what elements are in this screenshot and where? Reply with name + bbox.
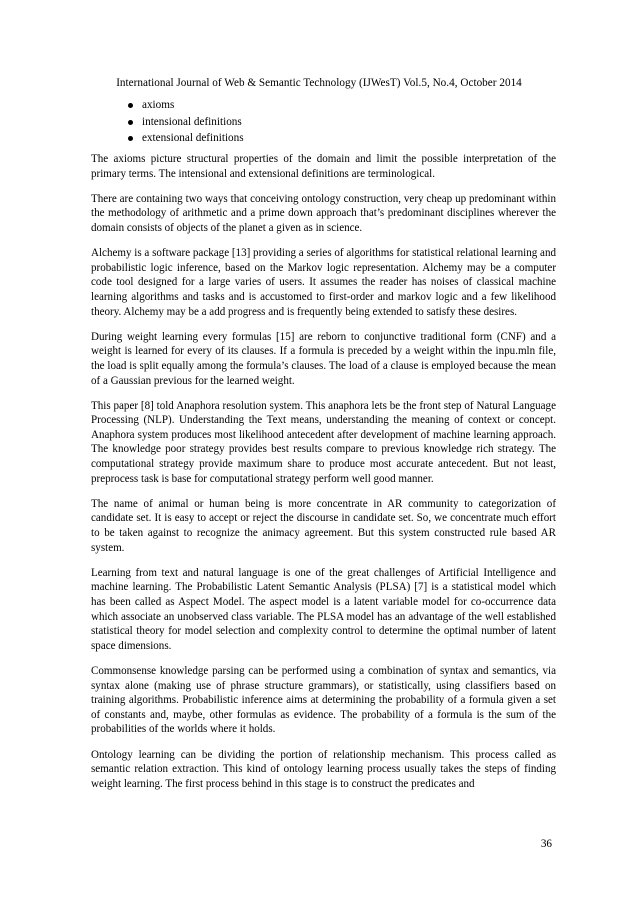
paragraph-animacy: The name of animal or human being is more concentrate in AR community to categorization of candidate set. It is easy to accept or reject the discourse in candidate set. So, we concentrate much effort to be taken against to recognize the animacy agreement. But this system constructed rule based AR system.	[91, 497, 556, 554]
bullet-item-axioms: axioms	[127, 97, 244, 114]
paragraph-commonsense: Commonsense knowledge parsing can be performed using a combination of syntax and semantics, via syntax alone (making use of phrase structure grammars), or statistically, using classifiers based on training algorithms. Probabilistic inference aims at determining the probability of a formula given a set of constants and, maybe, other formulas as evidence. The probability of a formula is the sum of the probabilities of the worlds where it holds.	[91, 664, 556, 736]
paragraph-ontology-learning: Ontology learning can be dividing the portion of relationship mechanism. This process called as semantic relation extraction. This kind of ontology learning process usually takes the steps of finding weight learning. The first process behind in this stage is to construct the predicates and	[91, 748, 556, 790]
definition-bullet-list	[127, 97, 244, 147]
paragraph-ontology-construction: There are containing two ways that conceiving ontology construction, very cheap up predominant within the methodology of arithmetic and a prime down approach that’s predominant disciplines wherever the domain consists of objects of the planet a given as in science.	[91, 192, 556, 234]
paragraph-plsa: Learning from text and natural language is one of the great challenges of Artificial Intelligence and machine learning. The Probabilistic Latent Semantic Analysis (PLSA) [7] is a statistical model which has been called as Aspect Model. The aspect model is a latent variable model for co-occurrence data which associate an unobserved class variable. The PLSA model has an advantage of the well established statistical theory for model selection and complexity control to determine the optimal number of latent space dimensions.	[91, 566, 556, 652]
bullet-item-extensional-definitions: extensional definitions	[127, 130, 244, 147]
body-text	[91, 152, 556, 802]
paragraph-alchemy: Alchemy is a software package [13] providing a series of algorithms for statistical relational learning and probabilistic logic inference, based on the Markov logic representation. Alchemy may be a computer code tool designed for a large varies of users. It assumes the reader has noises of classical machine learning algorithms and tasks and is accustomed to first-order and markov logic and a few likelihood theory. Alchemy may be a add progress and is frequently being extended to satisfy these desires.	[91, 247, 556, 318]
paragraph-anaphora: This paper [8] told Anaphora resolution system. This anaphora lets be the front step of Natural Language Processing (NLP). Understanding the Text means, understanding the meaning of context or concept. Anaphora system produces most likelihood antecedent after development of machine learning approach. The knowledge poor strategy provides best results compare to previous knowledge rich strategy. The computational strategy provide maximum share to produce most accurate antecedent. But not least, preprocess task is base for computational strategy perform well good manner.	[91, 399, 556, 485]
journal-header: International Journal of Web & Semantic Technology (IJWesT) Vol.5, No.4, October 2014	[116, 77, 522, 89]
paragraph-weight-learning: During weight learning every formulas [15] are reborn to conjunctive traditional form (CNF) and a weight is learned for every of its clauses. If a formula is preceded by a weight within the inpu.mln file, the load is split equally among the formula’s clauses. The load of a clause is employed because the mean of a Gaussian previous for the learned weight.	[91, 330, 556, 387]
paragraph-axioms: The axioms picture structural properties of the domain and limit the possible interpretation of the primary terms. The intensional and extensional definitions are terminological.	[91, 153, 556, 180]
page-number: 36	[540, 838, 552, 850]
bullet-item-intensional-definitions: intensional definitions	[127, 114, 244, 131]
